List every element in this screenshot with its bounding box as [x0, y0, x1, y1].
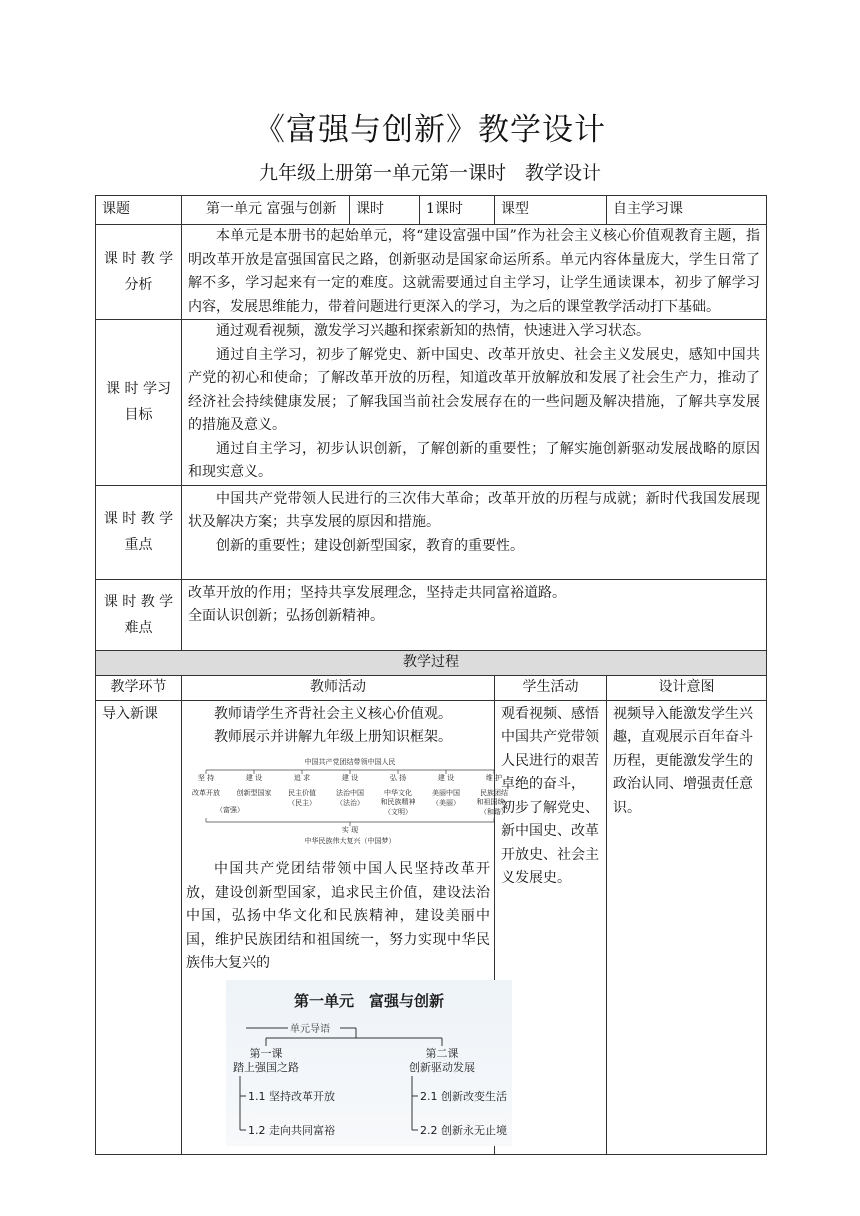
goal-item: 通过自主学习，初步了解党史、新中国史、改革开放史、社会主义发展史，感知中国共产党的初心和使命；了解改革开放的历程，知道改革开放解放和发展了社会生产力，推动了经济社会持续健康发展；了解我国当前社会发展存在的一些问题及解决措施，了解共享发展的措施及意义。 — [188, 346, 760, 433]
process-band-row — [96, 650, 767, 675]
lesson2-item: 2.1 创新改变生活 — [420, 1089, 507, 1103]
lesson1-item: 1.2 走向共同富裕 — [248, 1123, 335, 1137]
framework-tag: （法治） — [336, 798, 364, 807]
teacher-line: 教师展示并讲解九年级上册知识框架。 — [214, 729, 452, 745]
stage-cell: 导入新课 — [96, 700, 182, 1155]
key-item: 创新的重要性；建设创新型国家，教育的重要性。 — [216, 537, 524, 554]
lesson2-label: 第二课 — [425, 1046, 459, 1060]
framework-item: 和民族精神 — [380, 797, 416, 806]
lesson1-name: 踏上强国之路 — [233, 1060, 299, 1074]
lesson1-item: 1.1 坚持改革开放 — [248, 1089, 335, 1103]
framework-verb: 追 求 — [293, 773, 311, 782]
goals-row — [96, 320, 767, 486]
goal-item: 通过自主学习，初步认识创新，了解创新的重要性；了解实施创新驱动发展战略的原因和现实意义。 — [188, 440, 760, 480]
framework-item: 法治中国 — [336, 788, 364, 797]
framework-realize: 实 现 — [341, 825, 359, 834]
framework-tag: （富强） — [216, 805, 244, 814]
framework-verb: 建 设 — [437, 773, 455, 782]
header-intent: 设计意图 — [607, 675, 767, 700]
teacher-activity — [182, 700, 512, 1155]
knowledge-framework-diagram — [186, 754, 514, 846]
unit-map-title: 第一单元 富强与创新 — [293, 991, 445, 1010]
difficulty-label: 课 时 教 学 难点 — [96, 579, 182, 650]
process-header-row — [96, 675, 767, 700]
type-value: 自主学习课 — [607, 196, 767, 225]
document-subtitle: 九年级上册第一单元第一课时 教学设计 — [258, 162, 601, 184]
framework-tag: （美丽） — [432, 798, 460, 807]
lesson2-name: 创新驱动发展 — [409, 1060, 475, 1074]
analysis-row — [96, 225, 767, 320]
student-activity: 观看视频、感悟中国共产党带领人民进行的艰苦卓绝的奋斗， 初步了解党史、新中国史、改革开放史、社会主义发展史。 — [495, 700, 607, 1155]
teacher-line: 教师请学生齐背社会主义核心价值观。 — [214, 705, 452, 722]
analysis-text: 本单元是本册书的起始单元，将“建设富强中国”作为社会主义核心价值观教育主题，指明改革开放是富强国富民之路，创新驱动是国家命运所系。单元内容体量庞大，学生日常了解不多，学习起来有一定的难度。这就需要通过自主学习，让学生通读课本，初步了解学习内容，发展思维能力，带着问题进行更深入的学习，为之后的课堂教学活动打下基础。 — [188, 228, 760, 315]
difficulty-item: 改革开放的作用；坚持共享发展理念，坚持走共同富裕道路。 — [188, 584, 566, 601]
framework-tag: （和谐） — [480, 807, 508, 816]
unit-structure-image — [226, 980, 512, 1146]
framework-tag: （文明） — [384, 807, 412, 816]
period-value: 1课时 — [420, 196, 495, 225]
key-row — [96, 485, 767, 579]
framework-top-label: 中国共产党团结带领中国人民 — [304, 757, 396, 766]
framework-item: 中华文化 — [384, 788, 412, 797]
goal-item: 通过观看视频，激发学习兴趣和探索新知的热情，快速进入学习状态。 — [216, 323, 650, 339]
analysis-label: 课 时 教 学 分析 — [96, 225, 182, 320]
framework-verb: 建 设 — [245, 773, 263, 782]
document-title: 《富强与创新》教学设计 — [254, 112, 606, 148]
key-label: 课 时 教 学 重点 — [96, 485, 182, 579]
header-teacher: 教师活动 — [182, 675, 495, 700]
header-stage: 教学环节 — [96, 675, 182, 700]
framework-tag: （民主） — [288, 798, 316, 807]
framework-verb: 建 设 — [341, 773, 359, 782]
framework-item: 改革开放 — [192, 788, 220, 797]
info-row — [96, 196, 767, 225]
topic-label: 课题 — [96, 196, 182, 225]
framework-item: 美丽中国 — [432, 788, 460, 797]
lesson2-item: 2.2 创新永无止境 — [420, 1123, 507, 1137]
header-student: 学生活动 — [495, 675, 607, 700]
lesson1-label: 第一课 — [249, 1046, 283, 1060]
process-row — [96, 700, 767, 1155]
framework-bottom-label: 中华民族伟大复兴（中国梦） — [304, 836, 396, 845]
framework-item: 创新型国家 — [236, 788, 272, 797]
topic-value: 第一单元 富强与创新 — [182, 196, 350, 225]
type-label: 课型 — [495, 196, 607, 225]
key-item: 中国共产党带领人民进行的三次伟大革命；改革开放的历程与成就；新时代我国发展现状及解决方案；共享发展的原因和措施。 — [188, 490, 760, 530]
framework-item: 民主价值 — [288, 788, 316, 797]
period-label: 课时 — [350, 196, 420, 225]
framework-item: 民族团结 — [480, 788, 508, 797]
framework-verb: 维 护 — [485, 773, 503, 782]
goals-label: 课 时 学习 目标 — [96, 320, 182, 486]
lesson-plan-table — [95, 195, 767, 1155]
framework-verb: 坚 持 — [197, 773, 215, 782]
difficulty-row — [96, 579, 767, 650]
process-band: 教学过程 — [96, 650, 767, 675]
framework-item: 和祖国统一 — [476, 797, 512, 806]
difficulty-item: 全面认识创新；弘扬创新精神。 — [188, 608, 384, 624]
unit-map-intro: 单元导语 — [290, 1023, 330, 1035]
teacher-paragraph: 中国共产党团结带领中国人民坚持改革开放，建设创新型国家，追求民主价值，建设法治中国，弘扬中华文化和民族精神，建设美丽中国，维护民族团结和祖国统一，努力实现中华民族伟大复兴的 — [186, 861, 490, 971]
framework-verb: 弘 扬 — [389, 773, 407, 782]
design-intent: 视频导入能激发学生兴趣，直观展示百年奋斗历程，更能激发学生的政治认同、增强责任意识。 — [607, 700, 767, 1155]
